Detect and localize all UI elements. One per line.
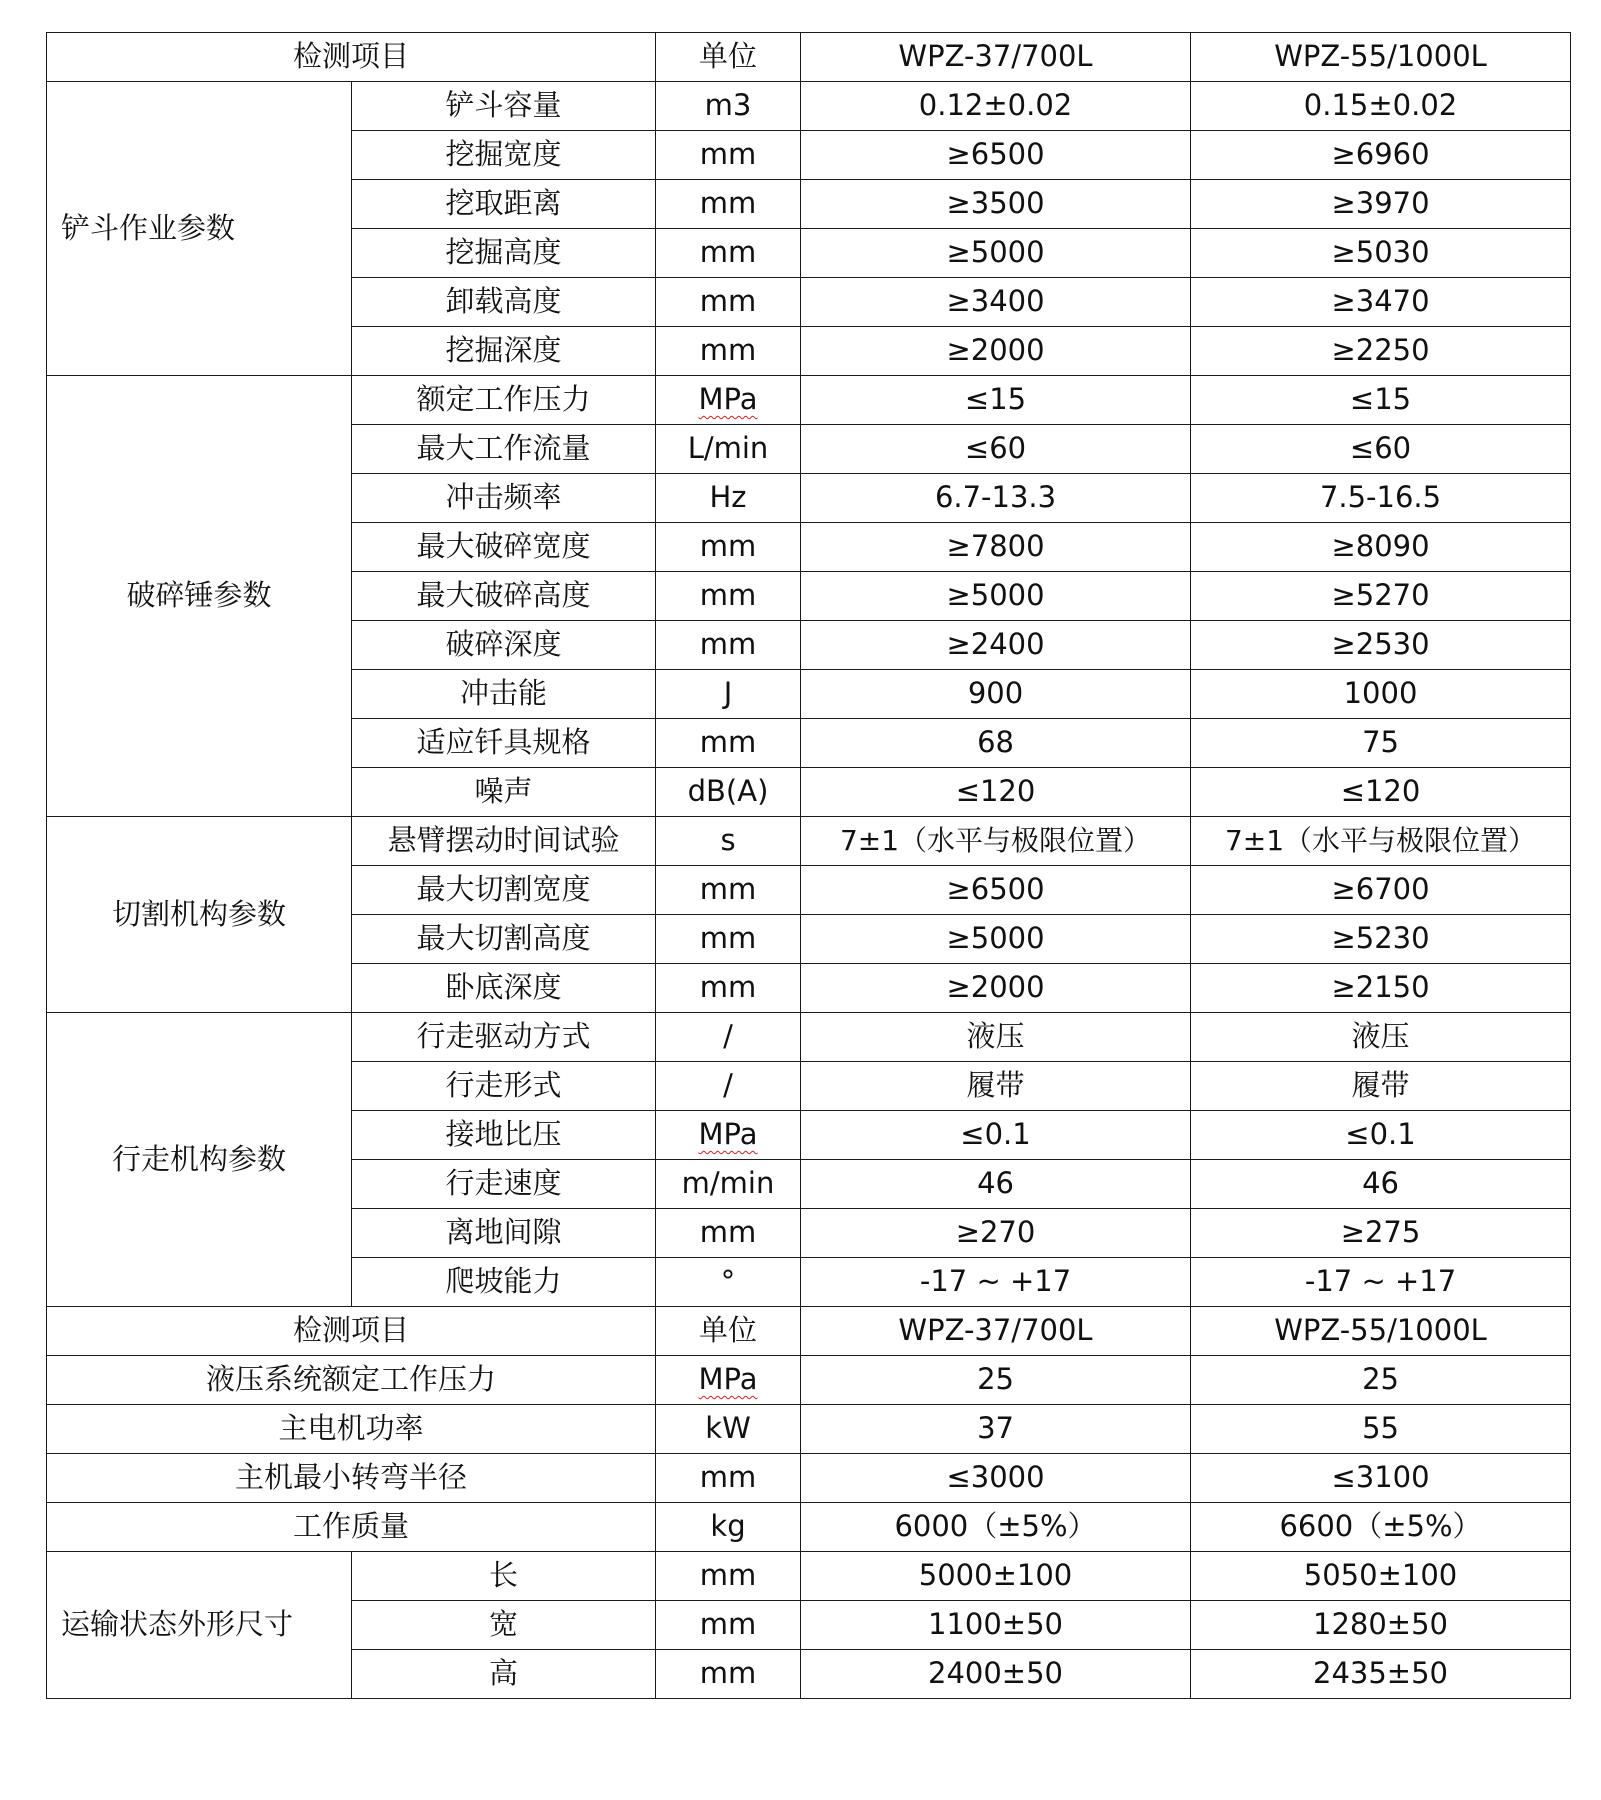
table-row	[47, 1356, 1571, 1405]
value-a-cell: ≥5000	[801, 915, 1191, 964]
group-label: 铲斗作业参数	[47, 82, 352, 376]
value-a-cell: ≥6500	[801, 866, 1191, 915]
value-b-cell: 履带	[1191, 1062, 1571, 1111]
unit-cell: m/min	[656, 1160, 801, 1209]
param-cell: 挖掘高度	[352, 229, 656, 278]
unit-cell: mm	[656, 1650, 801, 1699]
table-row	[47, 1013, 1571, 1062]
value-a-cell: ≥2000	[801, 964, 1191, 1013]
value-a-cell: 900	[801, 670, 1191, 719]
value-b-cell: ≥2250	[1191, 327, 1571, 376]
unit-cell: mm	[656, 278, 801, 327]
param-cell: 最大切割高度	[352, 915, 656, 964]
header-item: 检测项目	[47, 33, 656, 82]
unit-cell: kW	[656, 1405, 801, 1454]
value-b-cell: 75	[1191, 719, 1571, 768]
header-unit: 单位	[656, 1307, 801, 1356]
param-cell: 主机最小转弯半径	[47, 1454, 656, 1503]
unit-cell: s	[656, 817, 801, 866]
param-cell: 破碎深度	[352, 621, 656, 670]
value-b-cell: ≥3970	[1191, 180, 1571, 229]
param-cell: 适应钎具规格	[352, 719, 656, 768]
group-label: 运输状态外形尺寸	[47, 1552, 352, 1699]
value-b-cell: 7±1（水平与极限位置）	[1191, 817, 1571, 866]
unit-cell: mm	[656, 523, 801, 572]
value-b-cell: ≤60	[1191, 425, 1571, 474]
value-a-cell: 7±1（水平与极限位置）	[801, 817, 1191, 866]
param-cell: 卸载高度	[352, 278, 656, 327]
value-b-cell: ≤120	[1191, 768, 1571, 817]
value-b-cell: 7.5-16.5	[1191, 474, 1571, 523]
value-b-cell: -17 ~ +17	[1191, 1258, 1571, 1307]
value-a-cell: ≤60	[801, 425, 1191, 474]
value-b-cell: 1000	[1191, 670, 1571, 719]
unit-cell: mm	[656, 964, 801, 1013]
table-row	[47, 376, 1571, 425]
value-a-cell: ≥2000	[801, 327, 1191, 376]
param-cell: 挖掘宽度	[352, 131, 656, 180]
param-cell: 行走速度	[352, 1160, 656, 1209]
header-row-repeat	[47, 1307, 1571, 1356]
value-a-cell: ≥7800	[801, 523, 1191, 572]
param-cell: 离地间隙	[352, 1209, 656, 1258]
header-model-a: WPZ-37/700L	[801, 33, 1191, 82]
value-b-cell: ≥5030	[1191, 229, 1571, 278]
param-cell: 爬坡能力	[352, 1258, 656, 1307]
param-cell: 接地比压	[352, 1111, 656, 1160]
value-a-cell: 液压	[801, 1013, 1191, 1062]
unit-cell: J	[656, 670, 801, 719]
param-cell: 液压系统额定工作压力	[47, 1356, 656, 1405]
unit-cell: mm	[656, 180, 801, 229]
param-cell: 冲击能	[352, 670, 656, 719]
value-a-cell: 1100±50	[801, 1601, 1191, 1650]
unit-cell: Hz	[656, 474, 801, 523]
unit-cell: mm	[656, 621, 801, 670]
unit-cell: mm	[656, 572, 801, 621]
value-a-cell: ≤15	[801, 376, 1191, 425]
value-a-cell: ≥5000	[801, 572, 1191, 621]
value-b-cell: ≥8090	[1191, 523, 1571, 572]
table-row	[47, 817, 1571, 866]
unit-cell: mm	[656, 1601, 801, 1650]
header-model-a: WPZ-37/700L	[801, 1307, 1191, 1356]
table-row	[47, 1552, 1571, 1601]
unit-text: MPa	[698, 1362, 758, 1397]
value-b-cell: 0.15±0.02	[1191, 82, 1571, 131]
value-b-cell: ≥2150	[1191, 964, 1571, 1013]
value-b-cell: 1280±50	[1191, 1601, 1571, 1650]
param-cell: 挖掘深度	[352, 327, 656, 376]
param-cell: 铲斗容量	[352, 82, 656, 131]
unit-cell: /	[656, 1013, 801, 1062]
param-cell: 最大工作流量	[352, 425, 656, 474]
value-a-cell: 68	[801, 719, 1191, 768]
value-b-cell: ≥5230	[1191, 915, 1571, 964]
value-b-cell: ≥6700	[1191, 866, 1571, 915]
value-a-cell: -17 ~ +17	[801, 1258, 1191, 1307]
unit-cell	[656, 1356, 801, 1405]
value-a-cell: 37	[801, 1405, 1191, 1454]
value-a-cell: 46	[801, 1160, 1191, 1209]
value-b-cell: 6600（±5%）	[1191, 1503, 1571, 1552]
value-a-cell: 履带	[801, 1062, 1191, 1111]
value-a-cell: ≤120	[801, 768, 1191, 817]
value-b-cell: ≤15	[1191, 376, 1571, 425]
header-item: 检测项目	[47, 1307, 656, 1356]
unit-cell: L/min	[656, 425, 801, 474]
unit-cell: kg	[656, 1503, 801, 1552]
value-a-cell: ≥3400	[801, 278, 1191, 327]
unit-cell: mm	[656, 229, 801, 278]
param-cell: 工作质量	[47, 1503, 656, 1552]
param-cell: 噪声	[352, 768, 656, 817]
table-row	[47, 1503, 1571, 1552]
value-a-cell: ≥5000	[801, 229, 1191, 278]
unit-cell: mm	[656, 327, 801, 376]
value-a-cell: ≥6500	[801, 131, 1191, 180]
table-row	[47, 82, 1571, 131]
value-a-cell: 0.12±0.02	[801, 82, 1191, 131]
param-cell: 主电机功率	[47, 1405, 656, 1454]
value-b-cell: ≤0.1	[1191, 1111, 1571, 1160]
value-b-cell: 2435±50	[1191, 1650, 1571, 1699]
value-a-cell: 6.7-13.3	[801, 474, 1191, 523]
unit-cell: mm	[656, 1209, 801, 1258]
param-cell: 长	[352, 1552, 656, 1601]
value-b-cell: ≥3470	[1191, 278, 1571, 327]
param-cell: 最大切割宽度	[352, 866, 656, 915]
table-row	[47, 1405, 1571, 1454]
unit-cell: mm	[656, 131, 801, 180]
unit-cell: mm	[656, 915, 801, 964]
param-cell: 最大破碎宽度	[352, 523, 656, 572]
header-row	[47, 33, 1571, 82]
unit-cell: mm	[656, 719, 801, 768]
value-a-cell: ≤0.1	[801, 1111, 1191, 1160]
unit-text: MPa	[698, 382, 758, 417]
param-cell: 悬臂摆动时间试验	[352, 817, 656, 866]
unit-cell: dB(A)	[656, 768, 801, 817]
value-b-cell: 46	[1191, 1160, 1571, 1209]
unit-text: MPa	[698, 1117, 758, 1152]
unit-cell: mm	[656, 1552, 801, 1601]
value-a-cell: 5000±100	[801, 1552, 1191, 1601]
header-model-b: WPZ-55/1000L	[1191, 1307, 1571, 1356]
unit-cell: °	[656, 1258, 801, 1307]
value-b-cell: ≥2530	[1191, 621, 1571, 670]
table-row	[47, 1454, 1571, 1503]
param-cell: 高	[352, 1650, 656, 1699]
value-a-cell: ≥270	[801, 1209, 1191, 1258]
param-cell: 宽	[352, 1601, 656, 1650]
param-cell: 挖取距离	[352, 180, 656, 229]
unit-cell	[656, 376, 801, 425]
value-a-cell: 2400±50	[801, 1650, 1191, 1699]
value-a-cell: 25	[801, 1356, 1191, 1405]
group-label: 行走机构参数	[47, 1013, 352, 1307]
value-b-cell: ≤3100	[1191, 1454, 1571, 1503]
unit-cell: mm	[656, 866, 801, 915]
param-cell: 行走驱动方式	[352, 1013, 656, 1062]
param-cell: 额定工作压力	[352, 376, 656, 425]
param-cell: 卧底深度	[352, 964, 656, 1013]
value-b-cell: ≥275	[1191, 1209, 1571, 1258]
header-model-b: WPZ-55/1000L	[1191, 33, 1571, 82]
group-label: 破碎锤参数	[47, 376, 352, 817]
value-b-cell: ≥5270	[1191, 572, 1571, 621]
value-a-cell: ≥2400	[801, 621, 1191, 670]
value-a-cell: ≤3000	[801, 1454, 1191, 1503]
unit-cell: /	[656, 1062, 801, 1111]
value-b-cell: 液压	[1191, 1013, 1571, 1062]
header-unit: 单位	[656, 33, 801, 82]
group-label: 切割机构参数	[47, 817, 352, 1013]
value-a-cell: 6000（±5%）	[801, 1503, 1191, 1552]
value-b-cell: 5050±100	[1191, 1552, 1571, 1601]
unit-cell: m3	[656, 82, 801, 131]
spec-table	[46, 32, 1571, 1699]
value-b-cell: 55	[1191, 1405, 1571, 1454]
value-b-cell: ≥6960	[1191, 131, 1571, 180]
unit-cell	[656, 1111, 801, 1160]
param-cell: 行走形式	[352, 1062, 656, 1111]
param-cell: 冲击频率	[352, 474, 656, 523]
unit-cell: mm	[656, 1454, 801, 1503]
param-cell: 最大破碎高度	[352, 572, 656, 621]
value-b-cell: 25	[1191, 1356, 1571, 1405]
value-a-cell: ≥3500	[801, 180, 1191, 229]
